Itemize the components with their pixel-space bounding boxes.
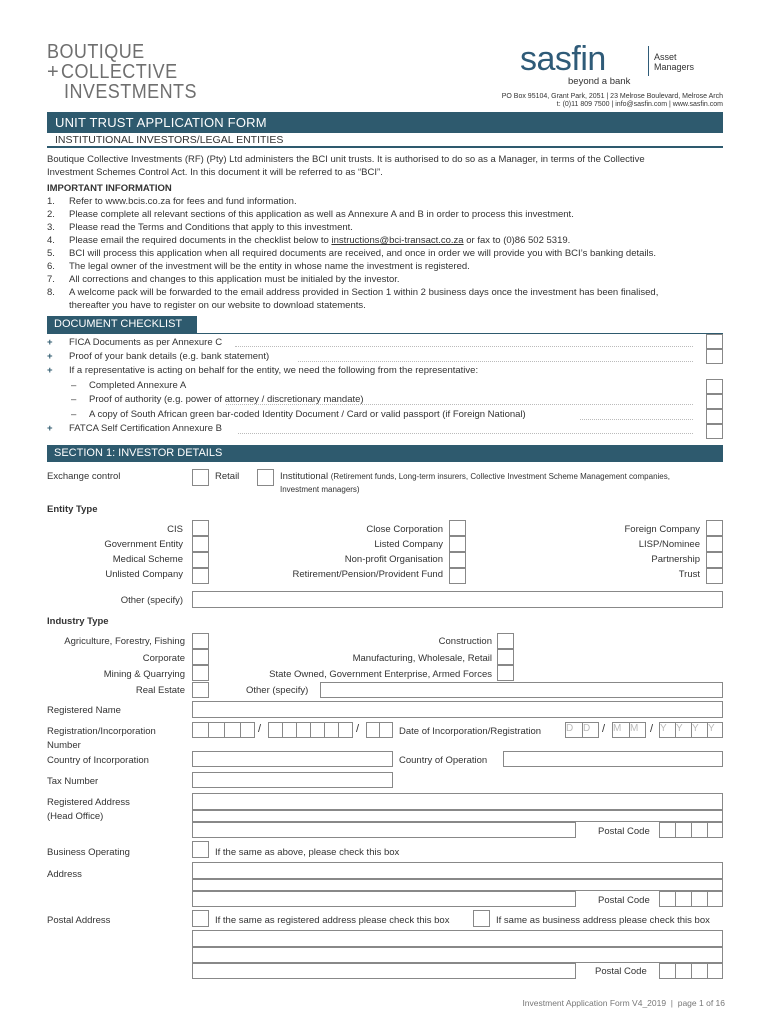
registered-name-label: Registered Name — [47, 705, 121, 716]
checklist-checkbox[interactable] — [706, 334, 723, 349]
postal-same-registered-label: If the same as registered address please check this box — [215, 915, 450, 926]
country-operation-field[interactable] — [503, 751, 723, 767]
plus-icon: + — [47, 61, 60, 83]
date-slash: / — [602, 723, 606, 735]
postal-code-label: Postal Code — [595, 966, 647, 977]
date-month-field[interactable]: M M — [612, 722, 646, 738]
checklist-subitem: – Proof of authority (e.g. power of attorney / discretionary mandate) — [71, 394, 364, 408]
industry-label-state-owned: State Owned, Government Enterprise, Armed Forces — [269, 669, 492, 680]
registration-number-label1: Registration/Incorporation — [47, 726, 156, 737]
bci-logo-line1: BOUTIQUE — [47, 41, 145, 63]
retail-label: Retail — [215, 471, 240, 482]
intro-line1: Boutique Collective Investments (RF) (Pty) Ltd administers the BCI unit trusts. It is authorised to do so as a Manager, in terms of the Collective — [47, 154, 645, 165]
industry-label-corporate: Corporate — [142, 653, 185, 664]
checklist-checkbox[interactable] — [706, 349, 723, 364]
checklist-item: + Proof of your bank details (e.g. bank statement) — [47, 351, 269, 365]
checklist-checkbox[interactable] — [706, 379, 723, 394]
entity-label-unlisted: Unlisted Company — [105, 569, 183, 580]
checklist-checkbox[interactable] — [706, 394, 723, 409]
industry-other-field[interactable] — [320, 682, 723, 698]
date-label: Date of Incorporation/Registration — [399, 726, 542, 737]
postal-postal-code-field[interactable] — [659, 963, 723, 979]
entity-label-lisp: LISP/Nominee — [638, 539, 700, 550]
entity-type-heading: Entity Type — [47, 504, 98, 515]
business-same-checkbox[interactable] — [192, 841, 209, 858]
industry-label-real-estate: Real Estate — [135, 685, 185, 696]
dash-bullet-icon: – — [71, 380, 77, 391]
institutional-note: Investment managers) — [280, 485, 360, 494]
entity-checkbox-government[interactable] — [192, 536, 209, 552]
entity-checkbox-retirement[interactable] — [449, 568, 466, 584]
postal-code-label: Postal Code — [598, 826, 650, 837]
checklist-dots — [235, 346, 693, 347]
business-address-line1[interactable] — [192, 862, 723, 879]
entity-checkbox-listed[interactable] — [449, 536, 466, 552]
registration-number-part3[interactable] — [366, 722, 393, 738]
page-subtitle: INSTITUTIONAL INVESTORS/LEGAL ENTITIES — [55, 134, 284, 146]
postal-address-line3[interactable] — [192, 963, 576, 979]
checklist-checkbox[interactable] — [706, 424, 723, 439]
entity-other-field[interactable] — [192, 591, 723, 608]
list-item: 1. Refer to www.bcis.co.za for fees and fund information. — [47, 196, 297, 207]
registered-address-line1[interactable] — [192, 793, 723, 810]
registered-name-field[interactable] — [192, 701, 723, 718]
entity-label-trust: Trust — [678, 569, 700, 580]
business-address-line2[interactable] — [192, 879, 723, 891]
date-slash: / — [650, 723, 654, 735]
list-item: 6. The legal owner of the investment will be the entity in whose name the investment is registered. — [47, 261, 470, 272]
sasfin-tagline: beyond a bank — [568, 76, 631, 87]
postal-same-business-checkbox[interactable] — [473, 910, 490, 927]
exchange-control-label: Exchange control — [47, 471, 121, 482]
retail-checkbox[interactable] — [192, 469, 209, 486]
entity-label-government: Government Entity — [104, 539, 183, 550]
entity-label-retirement: Retirement/Pension/Provident Fund — [292, 569, 443, 580]
postal-code-label: Postal Code — [598, 895, 650, 906]
sasfin-wordmark: sasfin — [520, 40, 606, 78]
page-footer: Investment Application Form V4_2019 | page 1 of 16 — [522, 998, 725, 1008]
checklist-dots — [298, 361, 693, 362]
registration-slash: / — [258, 723, 262, 735]
list-item: 4. Please email the required documents in the checklist below to instructions@bci-transact.co.za or fax to (0)86 502 5319. — [47, 235, 571, 246]
entity-label-listed: Listed Company — [374, 539, 443, 550]
sasfin-sub2: Managers — [654, 62, 695, 72]
entity-checkbox-lisp[interactable] — [706, 536, 723, 552]
section1-heading-bar — [47, 445, 723, 462]
sasfin-logo — [520, 40, 730, 90]
list-item: thereafter you have to register on our website to download statements. — [69, 300, 366, 311]
checklist-heading: DOCUMENT CHECKLIST — [54, 318, 183, 330]
registered-address-line2[interactable] — [192, 810, 723, 822]
business-same-label: If the same as above, please check this box — [215, 847, 400, 858]
checklist-item: + If a representative is acting on behalf for the entity, we need the following from the representative: — [47, 365, 478, 379]
plus-bullet-icon: + — [47, 365, 53, 376]
postal-address-label: Postal Address — [47, 915, 111, 926]
bci-logo-line3: INVESTMENTS — [64, 81, 197, 103]
date-year-field[interactable]: Y Y Y Y — [659, 722, 723, 738]
entity-checkbox-nonprofit[interactable] — [449, 552, 466, 568]
industry-checkbox-state-owned[interactable] — [497, 665, 514, 681]
registration-number-part1[interactable] — [192, 722, 255, 738]
dash-bullet-icon: – — [71, 394, 77, 405]
entity-label-cis: CIS — [167, 524, 183, 535]
entity-checkbox-close-corp[interactable] — [449, 520, 466, 536]
important-heading: IMPORTANT INFORMATION — [47, 183, 172, 194]
industry-label-other: Other (specify) — [246, 685, 309, 696]
registered-address-label2: (Head Office) — [47, 811, 104, 822]
entity-label-medical: Medical Scheme — [112, 554, 183, 565]
subtitle-bar — [47, 133, 723, 148]
country-operation-label: Country of Operation — [399, 755, 488, 766]
country-incorporation-field[interactable] — [192, 751, 393, 767]
institutional-checkbox[interactable] — [257, 469, 274, 486]
registered-postal-code-field[interactable] — [659, 822, 723, 838]
industry-checkbox-construction[interactable] — [497, 633, 514, 649]
date-day-field[interactable]: D D — [565, 722, 599, 738]
dash-bullet-icon: – — [71, 409, 77, 420]
industry-label-construction: Construction — [438, 636, 492, 647]
industry-checkbox-mining[interactable] — [192, 665, 209, 681]
entity-checkbox-cis[interactable] — [192, 520, 209, 536]
business-postal-code-field[interactable] — [659, 891, 723, 907]
industry-type-heading: Industry Type — [47, 616, 109, 627]
address-label: Address — [47, 869, 82, 880]
entity-checkbox-unlisted[interactable] — [192, 568, 209, 584]
industry-checkbox-real-estate[interactable] — [192, 682, 209, 698]
bci-logo-line2: COLLECTIVE — [61, 61, 178, 83]
plus-bullet-icon: + — [47, 351, 53, 362]
business-operating-label: Business Operating — [47, 847, 130, 858]
entity-checkbox-foreign[interactable] — [706, 520, 723, 536]
postal-address-line2[interactable] — [192, 947, 723, 963]
list-item: 8. A welcome pack will be forwarded to the email address provided in Section 1 within 2 business days once the investment has been finalised, — [47, 287, 659, 298]
checklist-dots — [580, 419, 693, 420]
checklist-dots — [238, 433, 693, 434]
country-incorporation-label: Country of Incorporation — [47, 755, 149, 766]
tax-number-field[interactable] — [192, 772, 393, 788]
postal-same-registered-checkbox[interactable] — [192, 910, 209, 927]
checklist-subitem: – Completed Annexure A — [71, 380, 186, 394]
checklist-rule — [47, 333, 723, 334]
entity-label-close-corp: Close Corporation — [366, 524, 443, 535]
institutional-label: Institutional (Retirement funds, Long-term insurers, Collective Investment Scheme Management companies, — [280, 471, 670, 482]
postal-same-business-label: If same as business address please check this box — [496, 915, 710, 926]
entity-checkbox-medical[interactable] — [192, 552, 209, 568]
page-title: UNIT TRUST APPLICATION FORM — [55, 115, 267, 130]
plus-bullet-icon: + — [47, 423, 53, 434]
tax-number-label: Tax Number — [47, 776, 99, 787]
address-line2: t: (0)11 809 7500 | info@sasfin.com | www.sasfin.com — [556, 101, 723, 108]
registration-number-label2: Number — [47, 740, 81, 751]
list-item: 3. Please read the Terms and Conditions that apply to this investment. — [47, 222, 353, 233]
industry-checkbox-corporate[interactable] — [192, 649, 209, 665]
address-line1: PO Box 95104, Grant Park, 2051 | 23 Melrose Boulevard, Melrose Arch — [501, 93, 723, 100]
checklist-heading-bar — [47, 316, 197, 333]
checklist-subitem: – A copy of South African green bar-coded Identity Document / Card or valid passport (if Foreign National) — [71, 409, 526, 423]
registration-slash: / — [356, 723, 360, 735]
checklist-item: + FATCA Self Certification Annexure B — [47, 423, 222, 437]
industry-label-mining: Mining & Quarrying — [103, 669, 185, 680]
business-address-line3[interactable] — [192, 891, 576, 907]
entity-label-foreign: Foreign Company — [624, 524, 700, 535]
registration-number-part2[interactable] — [268, 722, 353, 738]
sasfin-sub1: Asset — [654, 52, 677, 62]
sasfin-divider — [648, 46, 649, 76]
checklist-dots — [226, 404, 693, 405]
section1-heading: SECTION 1: INVESTOR DETAILS — [54, 447, 223, 459]
entity-checkbox-trust[interactable] — [706, 568, 723, 584]
industry-label-agriculture: Agriculture, Forestry, Fishing — [64, 636, 185, 647]
checklist-checkbox[interactable] — [706, 409, 723, 424]
title-bar — [47, 112, 723, 133]
entity-checkbox-partnership[interactable] — [706, 552, 723, 568]
registered-address-line3[interactable] — [192, 822, 576, 838]
checklist-item: + FICA Documents as per Annexure C — [47, 337, 222, 351]
industry-checkbox-manufacturing[interactable] — [497, 649, 514, 665]
list-item: 2. Please complete all relevant sections of this application as well as Annexure A and B in order to process this investment. — [47, 209, 574, 220]
registered-address-label1: Registered Address — [47, 797, 130, 808]
postal-address-line1[interactable] — [192, 930, 723, 947]
industry-checkbox-agriculture[interactable] — [192, 633, 209, 649]
intro-line2: Investment Schemes Control Act. In this document it will be referred to as “BCI”. — [47, 167, 383, 178]
important-list — [47, 196, 727, 313]
plus-bullet-icon: + — [47, 337, 53, 348]
industry-label-manufacturing: Manufacturing, Wholesale, Retail — [352, 653, 492, 664]
entity-label-nonprofit: Non-profit Organisation — [344, 554, 443, 565]
email-link[interactable]: instructions@bci-transact.co.za — [331, 235, 464, 246]
other-specify-label: Other (specify) — [120, 595, 183, 606]
entity-label-partnership: Partnership — [651, 554, 700, 565]
list-item: 7. All corrections and changes to this application must be initialed by the investor. — [47, 274, 400, 285]
list-item: 5. BCI will process this application when all required documents are received, and once in order we will provide you with BCI’s banking details. — [47, 248, 657, 259]
bci-logo — [47, 42, 217, 106]
